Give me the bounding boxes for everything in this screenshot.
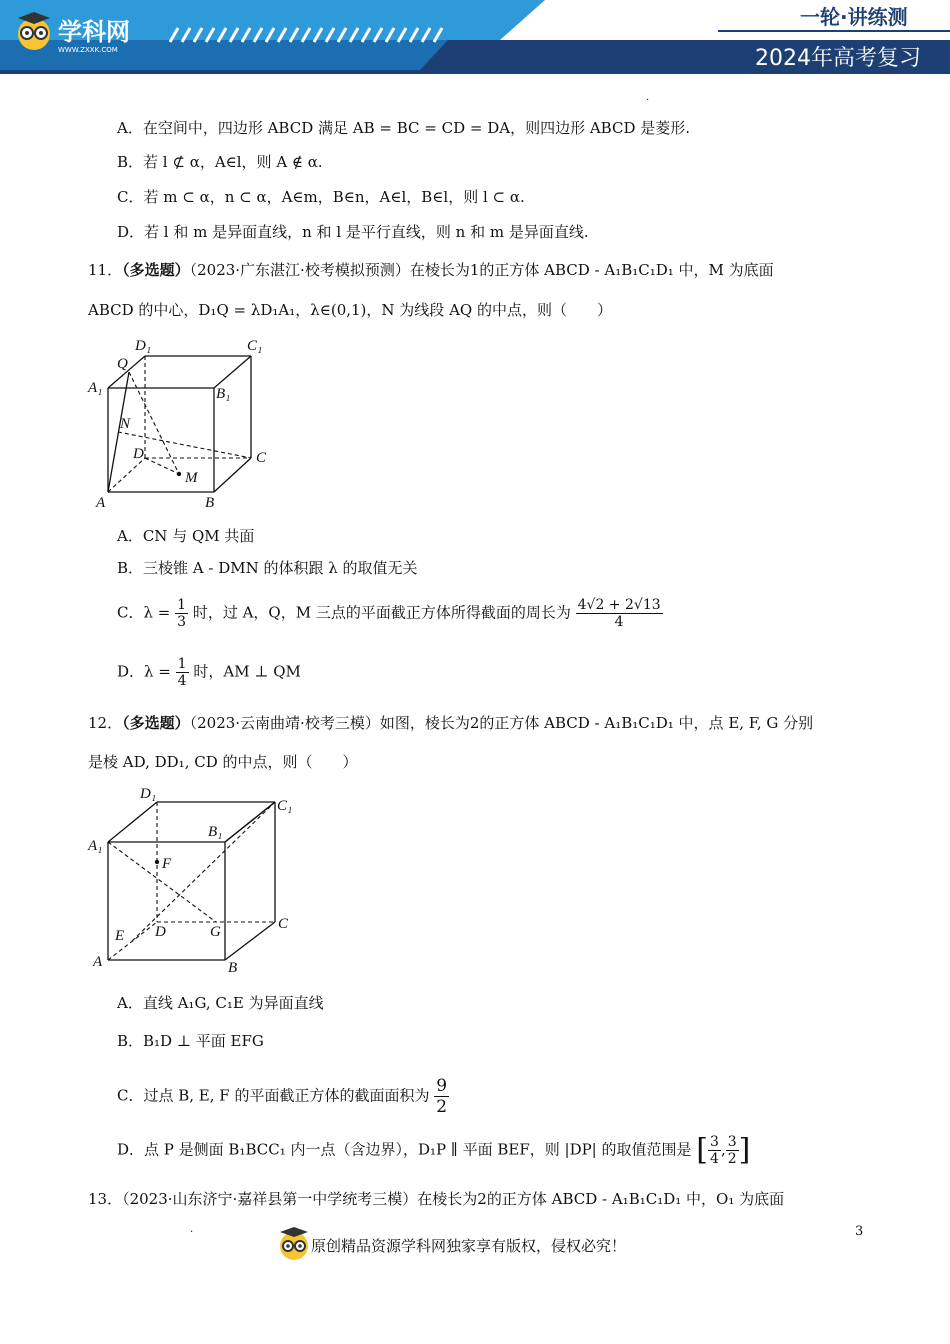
q12-option-b: B．B₁D ⊥ 平面 EFG bbox=[117, 1032, 264, 1050]
label-B1: B₁ bbox=[208, 824, 223, 840]
owl-footer-icon bbox=[276, 1226, 312, 1262]
q11-stem-line2: ABCD 的中心，D₁Q = λD₁A₁，λ∈(0,1)，N 为线段 AQ 的中点，则（ ） bbox=[88, 301, 612, 319]
svg-text:一轮·讲练测: 一轮·讲练测 bbox=[800, 5, 908, 29]
page-number: 3 bbox=[855, 1224, 864, 1239]
label-C1: C₁ bbox=[247, 338, 263, 354]
q12-stem-line2: 是棱 AD, DD₁, CD 的中点，则（ ） bbox=[88, 753, 358, 771]
label-D: D bbox=[155, 924, 166, 940]
fraction: $\frac{3}{2}$ bbox=[727, 1134, 737, 1167]
label-D1: D₁ bbox=[140, 786, 157, 802]
label-N: N bbox=[120, 416, 131, 432]
label-E: E bbox=[115, 928, 125, 944]
q10-option-c: C．若 m ⊂ α，n ⊂ α，A∈m，B∈n，A∈l，B∈l，则 l ⊂ α. bbox=[117, 188, 525, 206]
q12-option-d: D．点 P 是侧面 B₁BCC₁ 内一点（含边界），D₁P ∥ 平面 BEF，则 |DP| 的取值范围是 [ $\frac{3}{4}$ , $\frac{3}{2}$ ] bbox=[117, 1132, 751, 1168]
label-C: C bbox=[278, 916, 289, 932]
fraction: $\frac{4√2 + 2√13}{4}$ bbox=[577, 597, 661, 630]
q13-stem: 13．（2023·山东济宁·嘉祥县第一中学统考三模）在棱长为2的正方体 ABCD - A₁B₁C₁D₁ 中，O₁ 为底面 bbox=[88, 1190, 785, 1208]
owl-logo-icon bbox=[18, 12, 50, 50]
label-B1: B₁ bbox=[216, 386, 231, 402]
svg-text:WWW.ZXXK.COM: WWW.ZXXK.COM bbox=[58, 46, 118, 54]
label-A1: A₁ bbox=[88, 380, 103, 396]
q11-cube-figure bbox=[85, 330, 285, 515]
q10-option-a: A．在空间中，四边形 ABCD 满足 AB = BC = CD = DA，则四边形 ABCD 是菱形. bbox=[117, 119, 691, 137]
label-C: C bbox=[256, 450, 267, 466]
q10-option-b: B．若 l ⊄ α，A∈l，则 A ∉ α. bbox=[117, 153, 323, 171]
q10-option-d: D．若 l 和 m 是异面直线，n 和 l 是平行直线，则 n 和 m 是异面直线. bbox=[117, 223, 589, 241]
fraction: $\frac{1}{3}$ bbox=[177, 597, 187, 630]
label-D: D bbox=[133, 446, 144, 462]
label-Q: Q bbox=[117, 356, 128, 372]
q11-option-d: D．λ = $\frac{1}{4}$ 时，AM ⊥ QM bbox=[117, 656, 301, 689]
q11-option-a: A．CN 与 QM 共面 bbox=[117, 527, 255, 545]
label-A: A bbox=[93, 954, 103, 970]
svg-text:2024年高考复习: 2024年高考复习 bbox=[755, 46, 921, 71]
label-B: B bbox=[228, 960, 238, 976]
label-B: B bbox=[205, 495, 215, 511]
label-F: F bbox=[162, 856, 172, 872]
q12-option-a: A．直线 A₁G, C₁E 为异面直线 bbox=[117, 994, 324, 1012]
fraction: $\frac{3}{4}$ bbox=[710, 1134, 719, 1167]
footer-copyright: 原创精品资源学科网独家享有版权，侵权必究！ bbox=[311, 1237, 627, 1255]
q11-option-b: B．三棱锥 A - DMN 的体积跟 λ 的取值无关 bbox=[117, 559, 418, 577]
label-G: G bbox=[210, 924, 221, 940]
q11-option-c: C．λ = $\frac{1}{3}$ 时，过 A，Q，M 三点的平面截正方体所得截面的周长为 $\frac{4√2 + 2√13}{4}$ bbox=[117, 597, 661, 630]
fraction: $\frac{9}{2}$ bbox=[436, 1076, 448, 1117]
q12-stem-line1: 12．（多选题）（2023·云南曲靖·校考三模）如图，棱长为2的正方体 ABCD - A₁B₁C₁D₁ 中，点 E, F, G 分别 bbox=[88, 714, 814, 732]
q12-option-c: C．过点 B, E, F 的平面截正方体的截面面积为 $\frac{9}{2}$ bbox=[117, 1076, 448, 1117]
svg-text:学科网: 学科网 bbox=[58, 18, 130, 46]
q12-cube-figure bbox=[85, 782, 300, 977]
fraction: $\frac{1}{4}$ bbox=[177, 656, 187, 689]
label-D1: D₁ bbox=[135, 338, 152, 354]
label-A: A bbox=[96, 495, 106, 511]
q11-stem-line1: 11．（多选题）（2023·广东湛江·校考模拟预测）在棱长为1的正方体 ABCD - A₁B₁C₁D₁ 中，M 为底面 bbox=[88, 261, 774, 279]
page-header bbox=[0, 0, 950, 78]
label-M: M bbox=[185, 470, 198, 486]
label-A1: A₁ bbox=[88, 838, 103, 854]
label-C1: C₁ bbox=[277, 798, 293, 814]
